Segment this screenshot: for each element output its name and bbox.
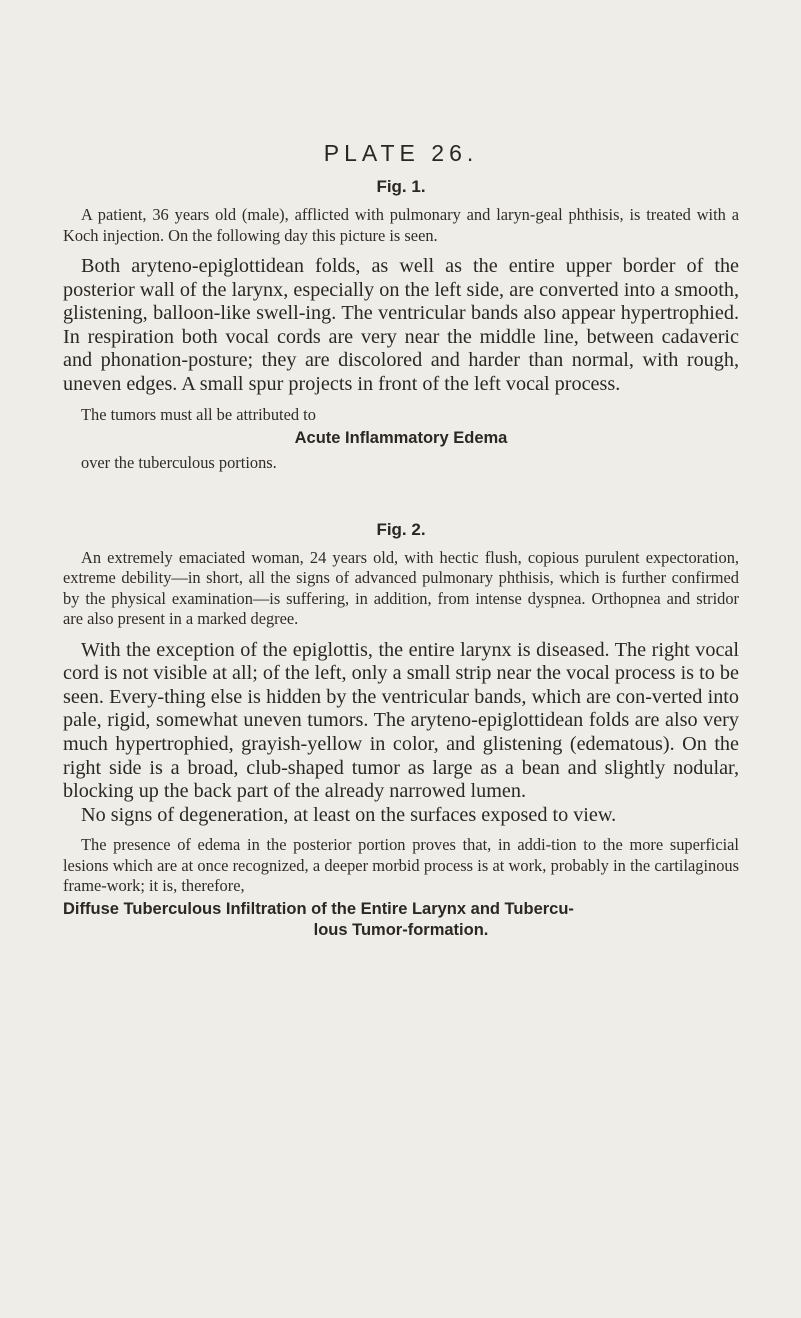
- plate-title: PLATE 26.: [323, 140, 479, 166]
- figure-1-description: Both aryteno-epiglottidean folds, as well as the entire upper border of the posterior wall of the larynx, especially on the left side, are converted into a smooth, glistening, balloon-like swell-ing. The ventricular bands also appear hypertrophied. In respiration both vocal cords are very near the middle line, between cadaveric and phonation-posture; they are discolored and harder than normal, with rough, uneven edges. A small spur projects in front of the left vocal process.: [63, 255, 739, 395]
- figure-1-section: [63, 177, 739, 474]
- figure-2-conclusion: The presence of edema in the posterior portion proves that, in addi-tion to the more superficial lesions which are at once recognized, a deeper morbid process is at work, probably in the cartilaginous frame-work; it is, therefore,: [63, 835, 739, 896]
- figure-2-no-degeneration: No signs of degeneration, at least on the surfaces exposed to view.: [81, 803, 617, 826]
- figure-2-case-history: An extremely emaciated woman, 24 years old, with hectic flush, copious purulent expectoration, extreme debility—in short, all the signs of advanced pulmonary phthisis, which is further confirmed by the physical examination—is suffering, in addition, from intense dyspnea. Orthopnea and stridor are also present in a marked degree.: [63, 547, 739, 629]
- figure-1-diagnosis: Acute Inflammatory Edema: [294, 429, 508, 448]
- figure-1-attribution-lead: The tumors must all be attributed to: [81, 404, 316, 424]
- figure-1-attribution-tail: over the tuberculous portions.: [81, 453, 277, 473]
- figure-2-title: Fig. 2.: [376, 519, 426, 539]
- figure-2-description: With the exception of the epiglottis, the entire larynx is diseased. The right vocal cord is not visible at all; of the left, only a small strip near the vocal process is to be seen. Every-thing else is hidden by the ventricular bands, which are con-verted into pale, rigid, somewhat uneven tumors. The aryteno-epiglottidean folds are also very much hypertrophied, grayish-yellow in color, and glistening (edematous). On the right side is a broad, club-shaped tumor as large as a bean and slightly nodular, blocking up the back part of the already narrowed lumen.: [63, 638, 739, 803]
- figure-2-section: [63, 520, 739, 941]
- figure-1-title: Fig. 1.: [376, 177, 426, 196]
- figure-2-diagnosis-line-2: lous Tumor-formation.: [313, 920, 489, 939]
- figure-1-case-history: A patient, 36 years old (male), afflicted with pulmonary and laryn-geal phthisis, is treated with a Koch injection. On the following day this picture is seen.: [63, 205, 739, 245]
- figure-2-diagnosis-line-1: Diffuse Tuberculous Infiltration of the Entire Larynx and Tubercu-: [63, 899, 574, 918]
